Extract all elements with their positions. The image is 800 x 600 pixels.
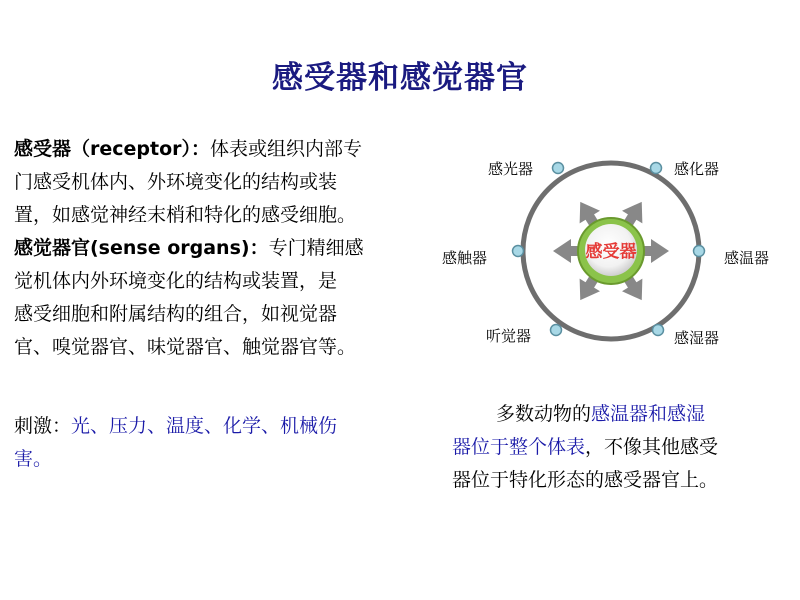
node-hygroreceptor (653, 325, 664, 336)
node-photoreceptor (553, 163, 564, 174)
label-hygroreceptor: 感湿器 (674, 329, 720, 347)
sense-organs-definition (14, 232, 434, 265)
note-line-2-plain: ，不像其他感受 (585, 436, 719, 458)
stimulus-list-end: 害。 (14, 448, 53, 470)
receptor-term: 感受器（receptor）： (14, 138, 211, 160)
sense-organs-line-1: 专门精细感 (268, 237, 364, 259)
page-title: 感受器和感觉器官 (272, 60, 528, 96)
note-line-3: 器位于特化形态的感受器官上。 (452, 469, 719, 491)
stimulus-list: 光、压力、温度、化学、机械伤 (71, 415, 338, 437)
receptor-line-2: 门感受机体内、外环境变化的结构或装 (14, 171, 338, 193)
sense-organs-line-3: 感受细胞和附属结构的组合，如视觉器 (14, 303, 338, 325)
definitions-panel (14, 133, 434, 476)
label-tactile-receptor: 感触器 (442, 249, 488, 267)
note-panel (452, 398, 782, 497)
sense-organs-line-4: 官、嗅觉器官、味觉器官、触觉器官等。 (14, 336, 357, 358)
receptor-line-3: 置，如感觉神经末梢和特化的感受细胞。 (14, 204, 357, 226)
stimulus-label: 刺激： (14, 415, 72, 437)
note-line-1 (452, 398, 782, 431)
node-thermoreceptor (694, 246, 705, 257)
receptor-definition (14, 133, 434, 166)
label-auditory-receptor: 听觉器 (486, 327, 532, 345)
note-line-1-plain: 多数动物的 (496, 403, 592, 425)
node-chemoreceptor (651, 163, 662, 174)
note-line-2-blue: 器位于整个体表 (452, 436, 586, 458)
label-thermoreceptor: 感温器 (724, 249, 770, 267)
node-tactile-receptor (513, 246, 524, 257)
sense-organs-term: 感觉器官(sense organs)： (14, 237, 269, 259)
label-photoreceptor: 感光器 (488, 160, 534, 178)
note-line-1-blue: 感温器和感湿 (591, 403, 706, 425)
sense-organs-line-2: 觉机体内外环境变化的结构或装置，是 (14, 270, 338, 292)
center-label: 感受器 (585, 242, 637, 262)
note-line-2 (452, 431, 782, 464)
stimulus-definition (14, 410, 434, 443)
receptor-diagram (436, 148, 786, 358)
label-chemoreceptor: 感化器 (674, 160, 720, 178)
receptor-line-1: 体表或组织内部专 (210, 138, 363, 160)
node-auditory-receptor (551, 325, 562, 336)
